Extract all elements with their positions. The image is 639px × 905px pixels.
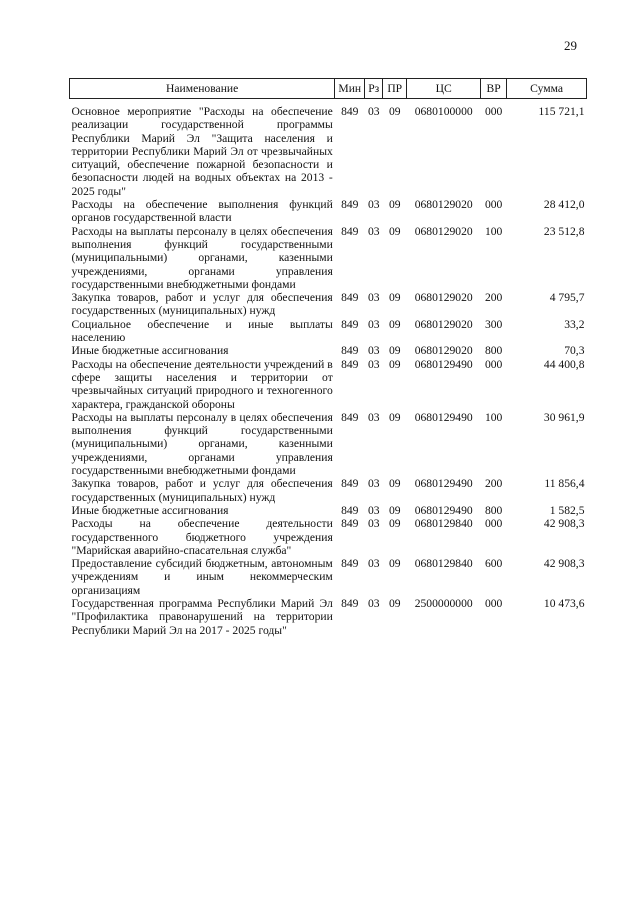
row-name: Закупка товаров, работ и услуг для обеспечения государственных (муниципальных) нужд <box>71 477 333 504</box>
row-sum: 4 795,7 <box>549 291 585 305</box>
table-row <box>70 291 587 318</box>
row-min: 849 <box>341 503 359 517</box>
row-min: 849 <box>341 317 359 331</box>
row-pr: 09 <box>388 477 401 491</box>
row-cs: 0680129490 <box>414 503 473 517</box>
row-pr: 09 <box>388 224 401 238</box>
row-vr: 300 <box>484 317 503 331</box>
row-cs: 0680129020 <box>414 317 473 331</box>
row-rz: 03 <box>367 503 380 517</box>
row-min: 849 <box>341 517 359 531</box>
row-sum: 28 412,0 <box>543 198 585 212</box>
row-cs: 0680129020 <box>414 224 473 238</box>
row-rz: 03 <box>367 357 380 371</box>
row-pr: 09 <box>388 357 401 371</box>
row-vr: 000 <box>484 517 503 531</box>
table-row <box>70 557 587 597</box>
row-rz: 03 <box>367 477 380 491</box>
row-name: Иные бюджетные ассигнования <box>71 503 229 517</box>
row-sum: 33,2 <box>564 317 585 331</box>
table-row <box>70 411 587 477</box>
header-cs: ЦС <box>407 79 481 99</box>
row-rz: 03 <box>367 410 380 424</box>
row-pr: 09 <box>388 410 401 424</box>
row-name: Расходы на обеспечение выполнения функций органов государственной власти <box>71 198 333 225</box>
table-row <box>70 198 587 225</box>
row-name: Государственная программа Республики Марий Эл "Профилактика правонарушений на территории Республики Марий Эл на 2017 - 2025 годы" <box>71 596 333 637</box>
row-name: Закупка товаров, работ и услуг для обеспечения государственных (муниципальных) нужд <box>71 291 333 318</box>
table-row <box>70 344 587 357</box>
table-row <box>70 225 587 291</box>
row-sum: 11 856,4 <box>544 477 585 491</box>
row-min: 849 <box>341 557 359 571</box>
row-pr: 09 <box>388 105 401 118</box>
row-vr: 000 <box>484 596 503 610</box>
table-row <box>70 477 587 504</box>
row-rz: 03 <box>367 557 380 571</box>
row-name: Расходы на обеспечение деятельности государственного бюджетного учреждения "Марийская аварийно-спасательная служба" <box>71 517 333 557</box>
table-row <box>70 597 587 637</box>
header-name: Наименование <box>70 79 335 99</box>
row-name: Основное мероприятие "Расходы на обеспечение реализации государственной программы Республики Марий Эл "Защита населения и территории Республики Марий Эл от чрезвычайных ситуаций, обеспечение пожарной безопасности и безопасности людей на водных объектах на 2013 - 2025 годы" <box>71 105 333 198</box>
row-sum: 42 908,3 <box>543 517 585 531</box>
table-row <box>70 504 587 517</box>
table-row <box>70 105 587 198</box>
row-vr: 800 <box>484 503 503 517</box>
row-vr: 800 <box>484 344 503 358</box>
row-vr: 600 <box>484 557 503 571</box>
row-cs: 0680129490 <box>414 477 473 491</box>
row-vr: 200 <box>484 291 503 305</box>
row-pr: 09 <box>388 517 401 531</box>
row-cs: 0680129490 <box>414 357 473 371</box>
row-sum: 23 512,8 <box>543 224 585 238</box>
header-min: Мин <box>335 79 365 99</box>
row-vr: 100 <box>484 224 503 238</box>
row-name: Расходы на выплаты персоналу в целях обеспечения выполнения функций государственными (муниципальными) органами, казенными учреждениями, органами управления государственными внебюджетными фондами <box>71 410 333 478</box>
row-rz: 03 <box>367 291 380 305</box>
row-pr: 09 <box>388 596 401 610</box>
row-min: 849 <box>341 357 359 371</box>
row-name: Расходы на обеспечение деятельности учреждений в сфере защиты населения и территории от чрезвычайных ситуаций природного и техногенного характера, гражданской обороны <box>71 357 333 411</box>
row-vr: 000 <box>484 357 503 371</box>
row-min: 849 <box>341 198 359 212</box>
row-sum: 30 961,9 <box>543 410 585 424</box>
row-rz: 03 <box>367 517 380 531</box>
row-rz: 03 <box>367 224 380 238</box>
row-min: 849 <box>341 477 359 491</box>
row-rz: 03 <box>367 344 380 358</box>
row-cs: 0680129840 <box>414 557 473 571</box>
row-rz: 03 <box>367 596 380 610</box>
row-cs: 2500000000 <box>414 596 473 610</box>
table-row <box>70 517 587 557</box>
row-vr: 200 <box>484 477 503 491</box>
row-pr: 09 <box>388 291 401 305</box>
row-min: 849 <box>341 596 359 610</box>
row-sum: 42 908,3 <box>543 557 585 571</box>
table-row <box>70 358 587 411</box>
row-cs: 0680100000 <box>414 105 473 118</box>
row-vr: 100 <box>484 410 503 424</box>
row-min: 849 <box>341 105 359 118</box>
row-sum: 1 582,5 <box>549 503 585 517</box>
row-vr: 000 <box>484 105 503 118</box>
row-cs: 0680129020 <box>414 344 473 358</box>
row-name: Расходы на выплаты персоналу в целях обеспечения выполнения функций государственными (муниципальными) органами, казенными учреждениями, органами управления государственными внебюджетными фондами <box>71 224 333 291</box>
row-sum: 115 721,1 <box>538 105 585 118</box>
row-rz: 03 <box>367 317 380 331</box>
row-name: Иные бюджетные ассигнования <box>71 344 229 358</box>
row-cs: 0680129020 <box>414 291 473 305</box>
header-vr: ВР <box>481 79 507 99</box>
row-pr: 09 <box>388 317 401 331</box>
row-rz: 03 <box>367 105 380 118</box>
page-number: 29 <box>564 38 577 53</box>
row-min: 849 <box>341 410 359 424</box>
row-min: 849 <box>341 224 359 238</box>
row-pr: 09 <box>388 503 401 517</box>
header-sum: Сумма <box>507 79 587 99</box>
budget-table <box>69 78 587 637</box>
row-min: 849 <box>341 344 359 358</box>
row-rz: 03 <box>367 198 380 212</box>
row-pr: 09 <box>388 344 401 358</box>
row-name: Предоставление субсидий бюджетным, автономным учреждениям и иным некоммерческим организациям <box>71 557 333 597</box>
row-vr: 000 <box>484 198 503 212</box>
row-pr: 09 <box>388 557 401 571</box>
header-pr: ПР <box>383 79 407 99</box>
row-cs: 0680129490 <box>414 410 473 424</box>
row-sum: 70,3 <box>564 344 585 358</box>
row-cs: 0680129840 <box>414 517 473 531</box>
row-name: Социальное обеспечение и иные выплаты населению <box>71 317 333 345</box>
row-cs: 0680129020 <box>414 198 473 212</box>
header-rz: Рз <box>365 79 383 99</box>
table-row <box>70 318 587 345</box>
row-sum: 10 473,6 <box>543 596 585 610</box>
table-header-row <box>70 79 587 99</box>
row-pr: 09 <box>388 198 401 212</box>
row-min: 849 <box>341 291 359 305</box>
row-sum: 44 400,8 <box>543 357 585 371</box>
